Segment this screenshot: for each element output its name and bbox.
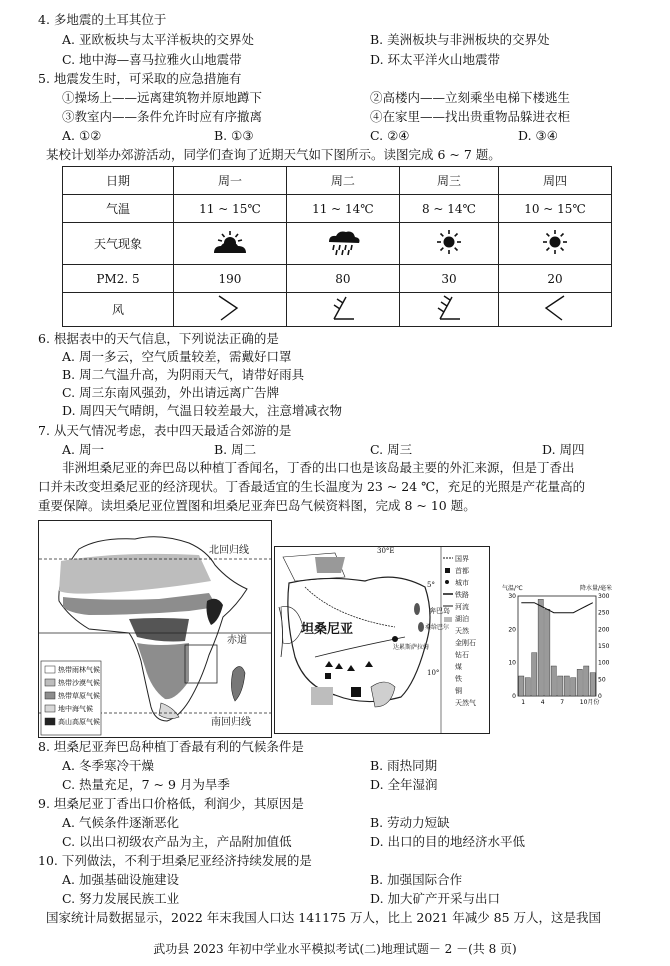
legend-coal: 煤 <box>455 663 462 671</box>
intro-6-7: 某校计划举办郊游活动，同学们查询了近期天气如下图所示。读图完成 6 ~ 7 题。 <box>46 147 501 162</box>
rain-icon <box>286 223 399 265</box>
q7-option-c[interactable]: C. 周三 <box>370 442 413 457</box>
q6-option-d[interactable]: D. 周四天气晴朗，气温日较差最大，注意增减衣物 <box>62 403 343 418</box>
wind-barb-icon <box>286 293 399 327</box>
legend-savanna: 热带草原气候 <box>58 692 100 700</box>
legend-lake: 湖泊 <box>455 615 469 623</box>
q8-option-c[interactable]: C. 热量充足，7 ~ 9 月为旱季 <box>62 777 230 792</box>
pm-thu: 20 <box>499 265 612 293</box>
q5-statement-2: ②高楼内——立刻乘坐电梯下楼逃生 <box>370 90 571 105</box>
legend-rainforest: 热带雨林气候 <box>58 666 100 674</box>
legend-river: 河流 <box>455 603 469 611</box>
intro-8-10-line3: 重要保障。读坦桑尼亚位置图和坦桑尼亚奔巴岛气候资料图，完成 8 ~ 10 题。 <box>38 498 476 513</box>
phen-label: 天气现象 <box>63 223 174 265</box>
q4-option-a[interactable]: A. 亚欧板块与太平洋板块的交界处 <box>62 32 254 47</box>
right-tick-label: 100 <box>598 659 610 667</box>
legend-mediterranean: 地中海气候 <box>58 705 93 713</box>
q7-stem: 7. 从天气情况考虑，表中四天最适合郊游的是 <box>38 423 292 438</box>
q5-option-c[interactable]: C. ②④ <box>370 128 410 143</box>
zanzibar-label: 桑给巴尔 <box>425 624 450 631</box>
pemba-label: 奔巴岛 <box>429 607 450 615</box>
precip-bar <box>525 678 530 696</box>
precip-bar <box>551 666 556 696</box>
right-tick-label: 200 <box>598 626 610 634</box>
intro-8-10-line2: 口并未改变坦桑尼亚的经济现状。丁香最适宜的生长温度为 23 ~ 24 ℃，充足的光照是产花量高的 <box>38 479 586 494</box>
temp-label: 气温 <box>63 195 174 223</box>
legend-gem: 钻石 <box>455 651 469 659</box>
q5-option-a[interactable]: A. ①② <box>62 128 102 143</box>
legend-capital: 首都 <box>455 567 469 575</box>
legend-copper: 铜 <box>455 687 462 695</box>
right-tick-label: 150 <box>598 643 610 650</box>
right-tick-label: 50 <box>598 676 606 684</box>
temperature-line <box>521 603 593 613</box>
header-mon: 周一 <box>174 167 287 195</box>
q5-option-b[interactable]: B. ①③ <box>214 128 254 143</box>
q10-stem: 10. 下列做法，不利于坦桑尼亚经济持续发展的是 <box>38 853 312 868</box>
q6-option-a[interactable]: A. 周一多云，空气质量较差，需戴好口罩 <box>62 349 292 364</box>
wind-label: 风 <box>63 293 174 327</box>
x-tick-label: 1 <box>521 699 526 706</box>
pm-mon: 190 <box>174 265 287 293</box>
tanzania-map <box>274 546 490 734</box>
q10-option-b[interactable]: B. 加强国际合作 <box>370 872 463 887</box>
precip-bar <box>571 678 576 696</box>
precip-bar <box>558 676 563 696</box>
header-tue: 周二 <box>286 167 399 195</box>
wind-barb-icon <box>174 293 287 327</box>
pm-tue: 80 <box>286 265 399 293</box>
q4-option-c[interactable]: C. 地中海—喜马拉雅火山地震带 <box>62 52 242 67</box>
q5-statement-3: ③教室内——条件允许时应有序撤离 <box>62 109 263 124</box>
right-tick-label: 300 <box>598 593 610 600</box>
temp-wed: 8 ~ 14℃ <box>399 195 498 223</box>
q7-option-b[interactable]: B. 周二 <box>214 442 257 457</box>
q8-option-a[interactable]: A. 冬季寒冷干燥 <box>62 758 154 773</box>
pm-label: PM2. 5 <box>63 265 174 293</box>
q8-stem: 8. 坦桑尼亚奔巴岛种植丁香最有利的气候条件是 <box>38 739 304 754</box>
precip-bar <box>584 666 589 696</box>
q10-option-c[interactable]: C. 努力发展民族工业 <box>62 891 180 906</box>
africa-map <box>38 520 272 738</box>
temp-thu: 10 ~ 15℃ <box>499 195 612 223</box>
q4-stem: 4. 多地震的土耳其位于 <box>38 12 167 27</box>
q5-statement-1: ①操场上——远离建筑物并原地蹲下 <box>62 90 263 105</box>
legend-highland: 高山高原气候 <box>58 718 100 726</box>
x-tick-label: 7 <box>560 699 565 706</box>
tropic-north-label: 北回归线 <box>209 545 249 556</box>
left-tick-label: 30 <box>508 593 516 600</box>
q8-option-d[interactable]: D. 全年湿润 <box>370 777 438 792</box>
tropic-south-label: 南回归线 <box>211 717 251 728</box>
equator-label: 赤道 <box>227 635 247 646</box>
legend-railway: 铁路 <box>455 591 469 599</box>
q7-option-a[interactable]: A. 周一 <box>62 442 104 457</box>
partly-cloudy-icon <box>174 223 287 265</box>
precip-bar <box>538 599 543 696</box>
temp-mon: 11 ~ 15℃ <box>174 195 287 223</box>
tanzania-label: 坦桑尼亚 <box>301 622 354 637</box>
dar-label: 达累斯萨拉姆 <box>393 644 430 651</box>
legend-city: 城市 <box>455 579 469 587</box>
q6-stem: 6. 根据表中的天气信息，下列说法正确的是 <box>38 331 279 346</box>
sun-icon <box>499 223 612 265</box>
left-tick-label: 0 <box>512 693 516 700</box>
legend-border: 国界 <box>455 555 469 563</box>
precip-bar <box>564 676 569 696</box>
q6-option-c[interactable]: C. 周三东南风强劲，外出请远离广告牌 <box>62 385 280 400</box>
left-tick-label: 20 <box>508 626 516 634</box>
q5-option-d[interactable]: D. ③④ <box>518 128 558 143</box>
weather-table <box>62 166 612 327</box>
temp-tue: 11 ~ 14℃ <box>286 195 399 223</box>
precip-bar <box>590 673 595 696</box>
legend-natural: 天然 <box>455 627 469 635</box>
climate-chart <box>500 582 616 718</box>
q9-option-a[interactable]: A. 气候条件逐渐恶化 <box>62 815 179 830</box>
lon-label: 30°E <box>377 547 395 555</box>
lat-10-label: 10° <box>427 669 440 677</box>
x-tick-label: 10月份 <box>579 699 600 706</box>
header-wed: 周三 <box>399 167 498 195</box>
wind-barb-icon <box>499 293 612 327</box>
q7-option-d[interactable]: D. 周四 <box>542 442 585 457</box>
intro-8-10-line1: 非洲坦桑尼亚的奔巴岛以种植丁香闻名，丁香的出口也是该岛最主要的外汇来源，但是丁香出 <box>62 460 575 475</box>
right-tick-label: 250 <box>598 609 610 617</box>
legend-iron: 铁 <box>455 675 462 683</box>
legend-desert: 热带沙漠气候 <box>58 679 100 687</box>
sun-icon <box>399 223 498 265</box>
left-tick-label: 10 <box>508 659 516 667</box>
chart-ylabel-left: 气温/℃ <box>502 585 523 592</box>
lat-5-label: 5° <box>427 581 435 589</box>
q10-option-d[interactable]: D. 加大矿产开采与出口 <box>370 891 501 906</box>
wind-barb-icon <box>399 293 498 327</box>
q6-option-b[interactable]: B. 周二气温升高，为阴雨天气，请带好雨具 <box>62 367 305 382</box>
precip-bar <box>532 653 537 696</box>
legend-gas: 天然气 <box>455 699 476 707</box>
q4-option-d[interactable]: D. 环太平洋火山地震带 <box>370 52 501 67</box>
q9-option-b[interactable]: B. 劳动力短缺 <box>370 815 450 830</box>
q4-option-b[interactable]: B. 美洲板块与非洲板块的交界处 <box>370 32 550 47</box>
q9-option-c[interactable]: C. 以出口初级农产品为主，产品附加值低 <box>62 834 292 849</box>
q10-option-a[interactable]: A. 加强基础设施建设 <box>62 872 179 887</box>
header-date: 日期 <box>63 167 174 195</box>
header-thu: 周四 <box>499 167 612 195</box>
page-footer: 武功县 2023 年初中学业水平模拟考试(二)地理试题－ 2 －(共 8 页) <box>153 942 517 956</box>
pm-wed: 30 <box>399 265 498 293</box>
q9-option-d[interactable]: D. 出口的目的地经济水平低 <box>370 834 526 849</box>
next-passage-line: 国家统计局数据显示，2022 年末我国人口达 141175 万人，比上 2021 年减少 85 万人，这是我国 <box>46 910 602 925</box>
x-tick-label: 4 <box>540 699 545 706</box>
q9-stem: 9. 坦桑尼亚丁香出口价格低，利润少，其原因是 <box>38 796 304 811</box>
chart-ylabel-right: 降水量/毫米 <box>580 585 613 592</box>
precip-bar <box>519 676 524 696</box>
precip-bar <box>577 669 582 696</box>
right-tick-label: 0 <box>598 693 602 700</box>
precip-bar <box>545 609 550 696</box>
legend-diamond: 金刚石 <box>455 639 476 647</box>
q5-statement-4: ④在家里——找出贵重物品躲进衣柜 <box>370 109 571 124</box>
q5-stem: 5. 地震发生时，可采取的应急措施有 <box>38 71 242 86</box>
q8-option-b[interactable]: B. 雨热同期 <box>370 758 438 773</box>
